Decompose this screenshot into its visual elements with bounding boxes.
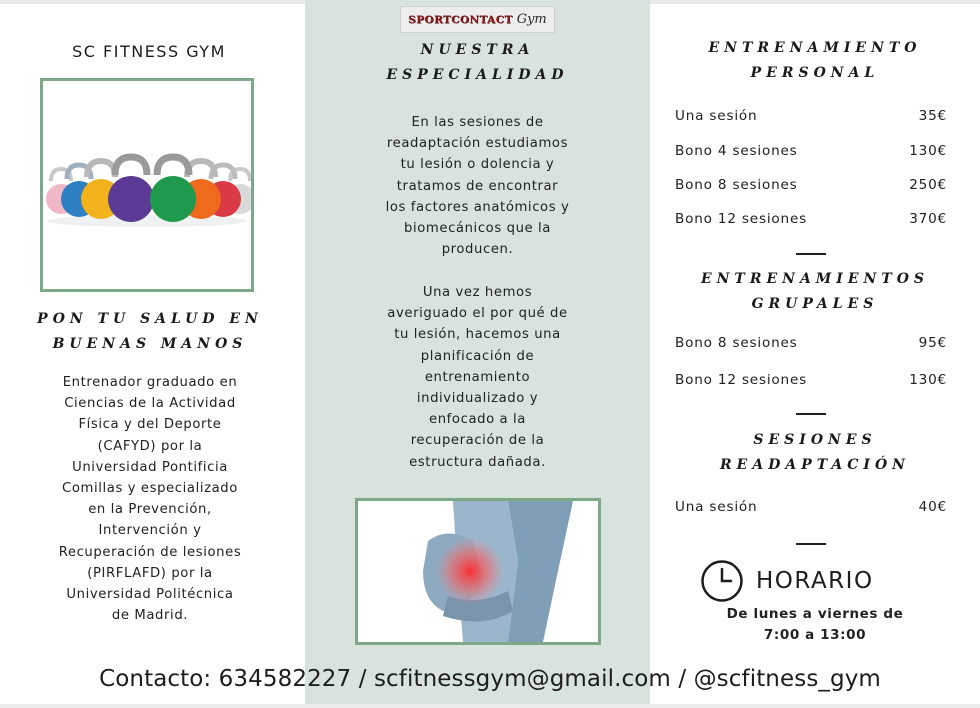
price-row: [675, 335, 947, 351]
paragraph-line: producen.: [441, 242, 514, 258]
price-value: 95€: [918, 335, 947, 351]
price-row: [675, 177, 947, 193]
specialty-heading: [305, 38, 650, 88]
price-label: Bono 4 sesiones: [675, 143, 798, 159]
left-heading-line: BUENAS MANOS: [52, 336, 248, 352]
bio-line: (CAFYD) por la: [97, 438, 203, 454]
contact-line: Contacto: 634582227 / scfitnessgym@gmail.com / @scfitness_gym: [99, 666, 881, 692]
brand-title: SC FITNESS GYM: [72, 42, 226, 61]
sportcontact-logo: [400, 6, 555, 33]
personal-training-heading: [700, 36, 930, 86]
left-heading: [30, 307, 270, 357]
clock-icon: [700, 559, 744, 603]
price-label: Bono 12 sesiones: [675, 211, 807, 227]
bottom-edge: [0, 704, 980, 708]
price-value: 370€: [909, 211, 947, 227]
knee-pain-image: [355, 498, 601, 645]
section-heading-line: READAPTACIÓN: [720, 457, 910, 473]
bio-line: Comillas y especializado: [62, 481, 238, 497]
price-value: 35€: [918, 108, 947, 124]
kettlebells-image: [40, 78, 254, 292]
paragraph-line: tu lesión o dolencia y: [400, 157, 555, 173]
paragraph-line: tratamos de encontrar: [396, 178, 559, 194]
price-row: [675, 372, 947, 388]
schedule-header: [700, 558, 910, 604]
price-row: [675, 211, 947, 227]
bio-line: Física y del Deporte: [78, 417, 222, 433]
specialty-heading-line: NUESTRA: [420, 42, 535, 58]
paragraph-line: biomecánicos que la: [404, 221, 551, 237]
logo-brand-text: SPORTCONTACT: [408, 13, 513, 26]
paragraph-line: En las sesiones de: [411, 115, 544, 130]
price-row: [675, 499, 947, 515]
schedule-hours: [710, 604, 920, 646]
group-training-heading: [700, 267, 930, 317]
section-heading-line: PERSONAL: [750, 65, 880, 81]
kettlebells-illustration: [43, 81, 251, 289]
bio-line: en la Prevención,: [88, 502, 212, 518]
logo-script-text: Gym: [516, 12, 547, 27]
price-value: 40€: [918, 499, 947, 515]
price-label: Bono 8 sesiones: [675, 335, 798, 351]
price-label: Una sesión: [675, 108, 758, 124]
price-value: 130€: [909, 372, 947, 388]
price-label: Bono 12 sesiones: [675, 372, 807, 388]
paragraph-line: los factores anatómicos y: [385, 199, 570, 215]
bio-line: Recuperación de lesiones: [58, 544, 242, 560]
price-label: Una sesión: [675, 499, 758, 515]
trainer-bio: [28, 372, 272, 626]
schedule-title: HORARIO: [756, 568, 874, 594]
specialty-paragraph-2: [330, 282, 625, 473]
paragraph-line: enfocado a la: [429, 412, 526, 428]
price-row: [675, 143, 947, 159]
bio-line: Universidad Pontificia: [72, 459, 228, 475]
paragraph-line: recuperación de la: [410, 433, 545, 449]
price-row: [675, 108, 947, 124]
price-value: 250€: [909, 177, 947, 193]
bio-line: de Madrid.: [111, 608, 189, 624]
paragraph-line: Una vez hemos: [422, 285, 533, 300]
section-divider: [796, 413, 826, 415]
schedule-line: 7:00 a 13:00: [763, 627, 867, 643]
price-label: Bono 8 sesiones: [675, 177, 798, 193]
paragraph-line: individualizado y: [416, 391, 539, 407]
price-value: 130€: [909, 143, 947, 159]
left-heading-line: PON TU SALUD EN: [37, 311, 263, 327]
bio-line: Intervención y: [98, 523, 202, 539]
rehab-sessions-heading: [700, 428, 930, 478]
section-divider: [796, 253, 826, 255]
specialty-heading-line: ESPECIALIDAD: [386, 67, 569, 83]
paragraph-line: tu lesión, hacemos una: [394, 327, 561, 343]
knee-illustration: [358, 501, 598, 642]
paragraph-line: entrenamiento: [424, 369, 531, 385]
schedule-line: De lunes a viernes de: [726, 606, 904, 622]
section-divider: [796, 543, 826, 545]
bio-line: Ciencias de la Actividad: [64, 396, 236, 412]
section-heading-line: SESIONES: [753, 432, 877, 448]
specialty-paragraph-1: [330, 112, 625, 260]
section-heading-line: ENTRENAMIENTOS: [700, 271, 930, 287]
paragraph-line: readaptación estudiamos: [386, 136, 569, 152]
section-heading-line: GRUPALES: [751, 296, 879, 312]
bio-line: Universidad Politécnica: [66, 587, 234, 603]
bio-line: Entrenador graduado en: [62, 375, 238, 390]
paragraph-line: planificación de: [420, 348, 535, 364]
section-heading-line: ENTRENAMIENTO: [708, 40, 922, 56]
paragraph-line: estructura dañada.: [409, 454, 546, 470]
bio-line: (PIRFLAFD) por la: [87, 565, 213, 581]
paragraph-line: averiguado el por qué de: [387, 306, 568, 322]
